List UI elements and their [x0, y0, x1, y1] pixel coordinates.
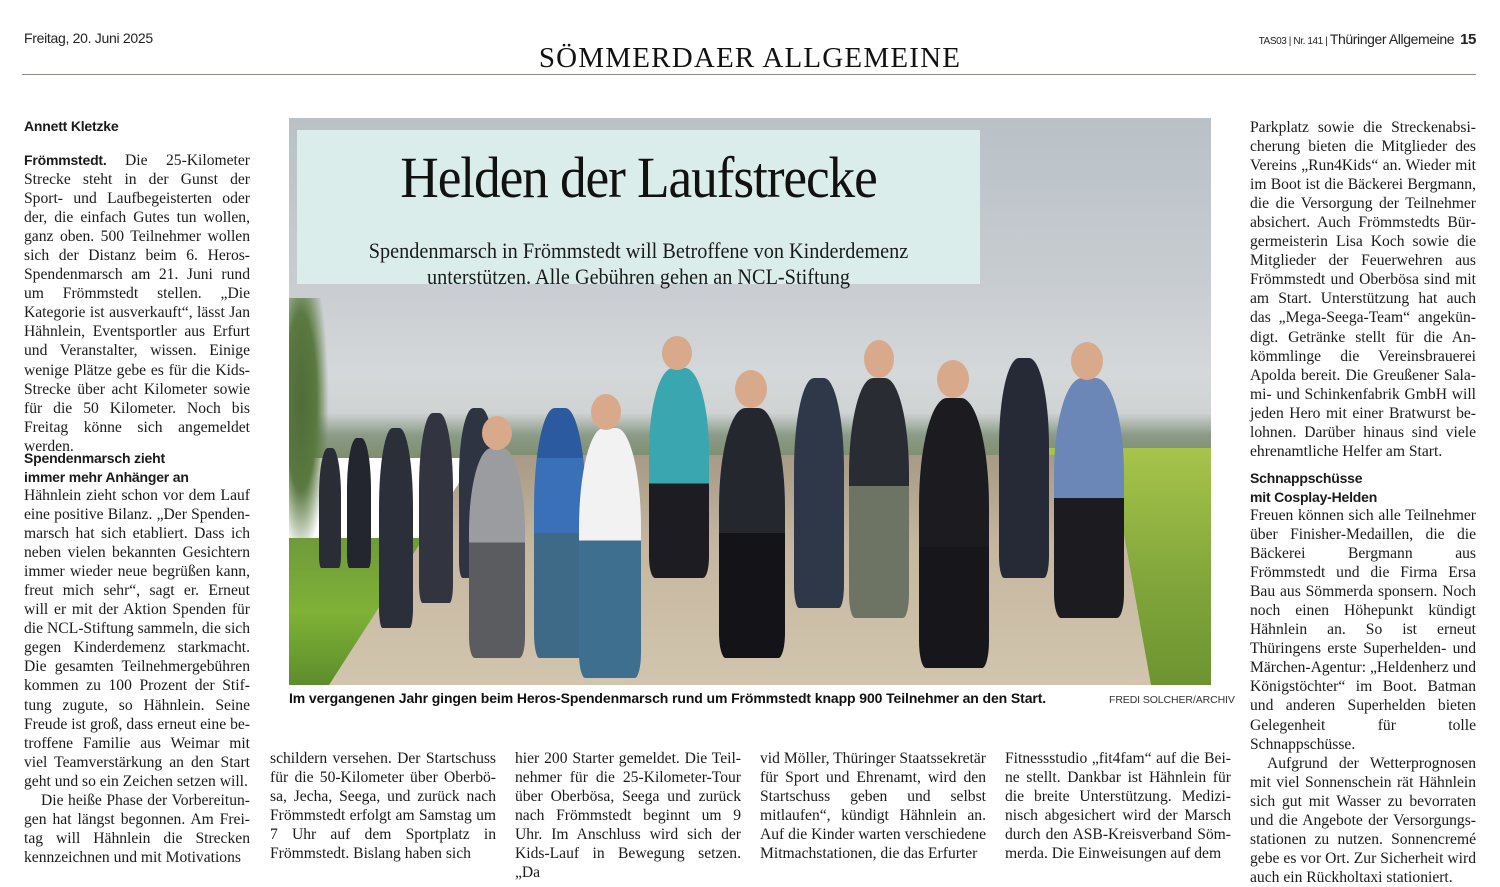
subheading-1-line-1: Spendenmarsch zieht: [24, 450, 165, 466]
section-title: SÖMMERDAER ALLGEMEINE: [538, 42, 962, 74]
article-photo: [289, 118, 1211, 685]
dateline: Frömmstedt.: [24, 152, 107, 168]
article-column-1-bottom: [24, 449, 250, 867]
paper-name: Thüringer Allgemeine: [1329, 31, 1455, 47]
issue-number: Nr. 141: [1293, 36, 1323, 47]
subheadline: [331, 238, 946, 290]
edition-code: TAS03: [1258, 36, 1287, 47]
subheading-1: [24, 449, 250, 486]
masthead-divider: [22, 74, 1476, 75]
subheading-2-line-2: mit Cosplay-Helden: [1250, 488, 1378, 505]
article-column-3: [515, 749, 741, 882]
article-column-6-top: [1250, 118, 1476, 461]
article-column-4: [760, 749, 986, 863]
headline-box: [297, 130, 980, 289]
subheadline-line-1: Spendenmarsch in Frömmstedt will Betroffene von Kinderdemenz: [368, 238, 909, 263]
paragraph: Aufgrund der Wetterprognosen mit viel Sonnenschein rät Hähnlein sich gut mit Wasser zu bevorraten und die Angebote der Versorgungsstationen zu nutzen. Sonnencremé gebe es vor Ort. Zur Sicherheit wird auch ein Rückholtaxi stationiert.: [1250, 754, 1476, 886]
page-number: 15: [1460, 31, 1476, 48]
publication-date: Freitag, 20. Juni 2025: [24, 30, 153, 46]
separator: |: [1286, 36, 1294, 47]
paragraph: Freuen können sich alle Teilnehmer über Finisher-Medaillen, die die Bäckerei Bergmann aus Frömmstedt und die Firma Ersa Bau aus Sömmerda sponsern. Noch noch einen Höhepunkt kündigt Hähnlein an. So ist erneut Thüringens erste Superhelden- und Märchen-Agentur: „Heldenherz und Königstöchter“ im Boot. Batman und anderen Superhelden bieten Gelegenheit für tolle Schnappschüsse.: [1250, 507, 1477, 753]
paragraph: vid Möller, Thüringer Staatssekretär für Sport und Ehrenamt, wird den Startschuss geben und selbst mitlaufen“, kündigt Hähnlein an. Auf die Kinder warten verschiedene Mitmachstationen, die das Erfurter: [760, 750, 987, 863]
photo-crowd-of-walkers: [319, 298, 1189, 658]
author-byline: Annett Kletzke: [24, 118, 119, 134]
paragraph: Fitnessstudio „fit4fam“ auf die Beine stellt. Dankbar ist Hähnlein für die breite Unterstützung. Medizinisch abgesichert wird der Marsch durch den ASB-Kreisverband Sömmerda. Die Einweisungen auf dem: [1005, 750, 1231, 863]
headline: Helden der Laufstrecke: [400, 145, 877, 210]
article-column-1-top: [24, 151, 250, 456]
paragraph: Parkplatz sowie die Streckenabsicherung bieten die Mitglieder des Vereins „Run4Kids“ an. Wieder mit im Boot ist die Bäckerei Bergmann, die die Versorgung der Teilnehmer absichert. Auch Frömmstedts Bürgermeisterin Lisa Koch sowie die Mitglieder der Feuerwehren aus Frömmstedt und Oberbösa sind mit am Start. Unterstützung hat auch das „Mega-Seega-Team“ angekündigt. Getränke stellt für die Ankömmlinge die Vereinsbrauerei Apolda bereit. Die Greußener Salami- und Schinkenfabrik GmbH will jeden Hero mit einer Bratwurst belohnen. Darüber hinaus sind viele ehrenamtliche Helfer am Start.: [1250, 119, 1476, 460]
separator: |: [1322, 36, 1330, 47]
article-column-6-bottom: [1250, 469, 1476, 887]
subheadline-line-2: unterstützen. Alle Gebühren gehen an NCL-Stiftung: [427, 264, 850, 289]
article-column-5: [1005, 749, 1231, 863]
article-column-2: [270, 749, 496, 863]
photo-credit: FREDI SOLCHER/ARCHIV: [1109, 694, 1235, 706]
subheading-2: [1250, 469, 1476, 506]
paragraph: schildern versehen. Der Startschuss für die 50-Kilometer über Oberbösa, Jecha, Seega, und zurück nach Frömmstedt erfolgt am Samstag um 7 Uhr auf dem Sportplatz in Frömmstedt. Bislang haben sich: [270, 750, 496, 863]
issue-info: [1259, 31, 1476, 48]
intro-paragraph: [24, 151, 250, 456]
photo-caption: Im vergangenen Jahr gingen beim Heros-Spendenmarsch rund um Frömmstedt knapp 900 Teilnehmer an den Start.: [289, 690, 1047, 706]
intro-text: Die 25-Kilometer Strecke steht in der Gunst der Sport- und Laufbegeisterten oder der, die einfach Gutes tun wollen, ganz oben. 500 Teilnehmer wollen sich der Distanz beim 6. Heros-Spendenmarsch am 21. Juni rund um Frömmstedt stellen. „Die Kategorie ist ausverkauft“, lässt Jan Hähnlein, Eventsportler aus Erfurt und Veranstalter, wissen. Einige wenige Plätze gebe es für die Kids-Strecke über acht Kilometer sowie für die 50 Kilometer. Noch bis Freitag könne sich angemeldet werden.: [24, 152, 250, 455]
paragraph: Die heiße Phase der Vorbereitungen hat längst begonnen. Am Freitag will Hähnlein die Strecken kennzeichnen und mit Motivations: [24, 791, 250, 866]
paragraph: Hähnlein zieht schon vor dem Lauf eine positive Bilanz. „Der Spendenmarsch hat sich etabliert. Dass ich neben vielen bekannten Gesichtern immer wieder neue begrüßen kann, freut mich sehr“, sagt er. Erneut will er mit der Aktion Spenden für die NCL-Stiftung sammeln, die sich gegen Kinderdemenz starkmacht. Die gesamten Teilnehmergebühren kommen zu 100 Prozent der Stiftung zugute, so Hähnlein. Seine Freude ist groß, dass erneut eine betroffene Familie aus Weimar mit viel Teamverstärkung an den Start geht und so ein Zeichen setzen will.: [24, 487, 250, 790]
subheading-1-line-2: immer mehr Anhänger an: [24, 468, 189, 485]
subheading-2-line-1: Schnappschüsse: [1250, 470, 1363, 486]
paragraph: hier 200 Starter gemeldet. Die Teilnehmer für die 25-Kilometer-Tour über Oberbösa, Seega und zurück nach Frömmstedt beginnt um 9 Uhr. Im Anschluss wird sich der Kids-Lauf in Bewegung setzen. „Da: [515, 750, 741, 882]
